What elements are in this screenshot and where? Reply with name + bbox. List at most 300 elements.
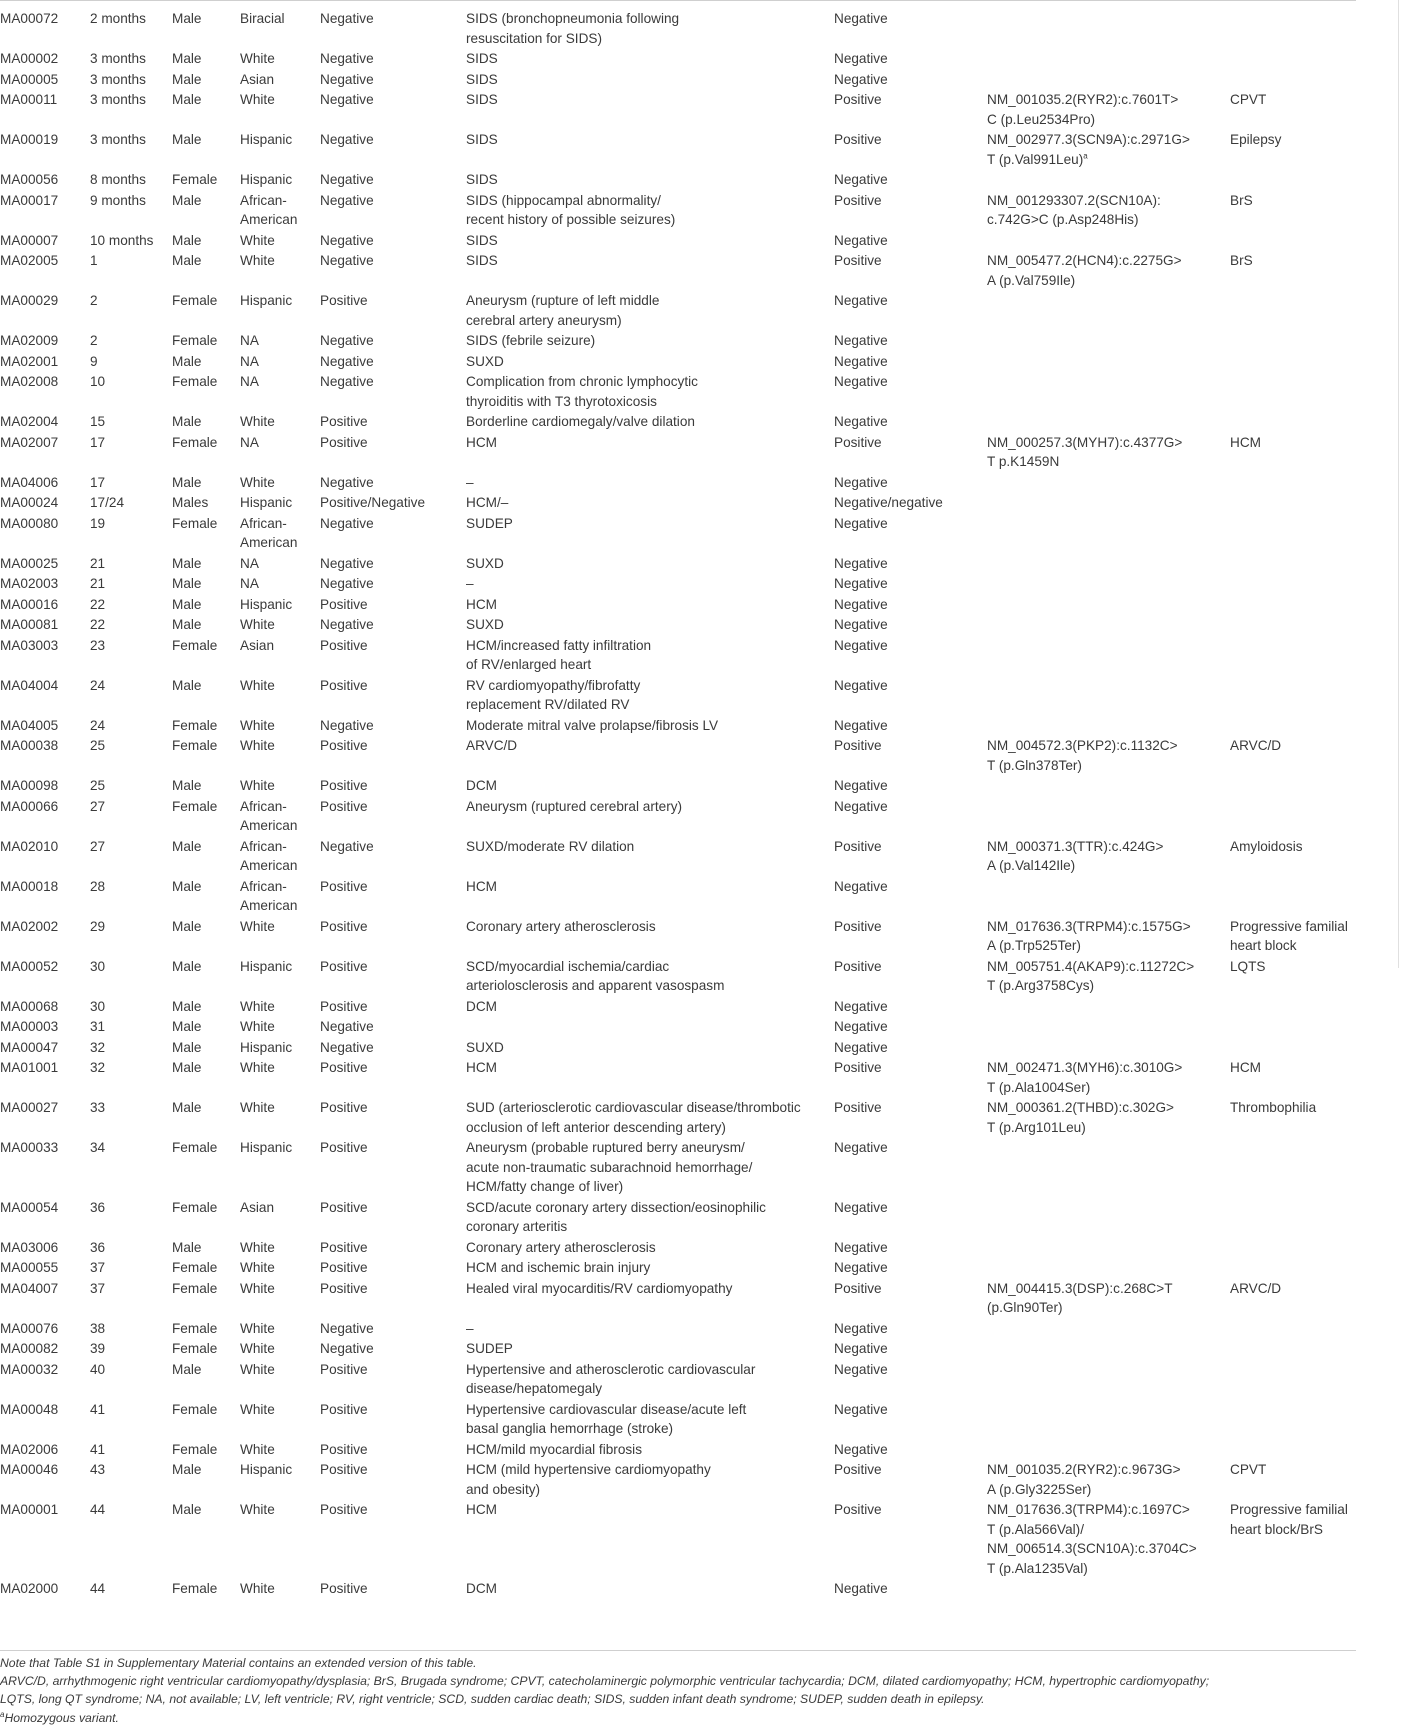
ethnicity-text: White: [240, 617, 275, 632]
variant-cell: [987, 130, 1230, 170]
family-history-text: Positive/Negative: [320, 495, 426, 510]
phenotype-line: ARVC/D: [1230, 1280, 1282, 1296]
case-id-text: MA00052: [0, 958, 59, 974]
ethnicity-cell: [240, 736, 320, 776]
case-id-text: MA00033: [0, 1140, 59, 1155]
cause-of-death-line: HCM/–: [466, 495, 509, 510]
phenotype-cell: [1230, 877, 1356, 917]
cause-of-death-line: SIDS: [466, 132, 498, 147]
phenotype-cell: [1230, 1038, 1356, 1059]
variant-cell: [987, 352, 1230, 373]
cause-of-death-cell: [466, 1460, 834, 1500]
case-id-text: MA04004: [0, 677, 59, 693]
family-history-cell: [320, 331, 466, 352]
genetic-result-cell: [834, 837, 987, 877]
age-cell: [90, 736, 172, 776]
sex-text: Male: [172, 878, 202, 894]
phenotype-cell: [1230, 1440, 1356, 1461]
ethnicity-text: NA: [240, 374, 259, 389]
phenotype-cell: [1230, 1198, 1356, 1238]
family-history-text: Negative: [320, 253, 374, 268]
sex-text: Male: [172, 1361, 202, 1377]
genetic-result-text: Negative: [834, 232, 888, 248]
family-history-text: Positive: [320, 1100, 368, 1115]
genetic-result-cell: [834, 1400, 987, 1440]
family-history-cell: [320, 776, 466, 797]
family-history-cell: [320, 473, 466, 494]
table-row: [0, 1098, 1356, 1138]
genetic-result-text: Negative/negative: [834, 495, 943, 510]
sex-cell: [172, 1500, 240, 1579]
age-text: 9 months: [90, 192, 146, 208]
genetic-result-text: Positive: [834, 92, 882, 107]
table-row: [0, 736, 1356, 776]
sex-text: Male: [172, 132, 202, 147]
variant-cell: [987, 1319, 1230, 1340]
genetic-result-cell: [834, 191, 987, 231]
genetic-result-cell: [834, 1579, 987, 1600]
age-text: 23: [90, 637, 106, 653]
ethnicity-line: American: [240, 818, 298, 833]
genetic-result-cell: [834, 574, 987, 595]
family-history-text: Positive: [320, 878, 368, 894]
variant-cell: [987, 412, 1230, 433]
ethnicity-cell: [240, 331, 320, 352]
case-id-text: MA02002: [0, 918, 59, 934]
variant-cell: [987, 514, 1230, 554]
variant-cell: [987, 554, 1230, 575]
ethnicity-cell: [240, 291, 320, 331]
sex-cell: [172, 433, 240, 473]
age-text: 30: [90, 998, 106, 1014]
cause-of-death-line: HCM: [466, 1060, 497, 1075]
age-text: 37: [90, 1260, 106, 1275]
note-abbreviations-2: LQTS, long QT syndrome; NA, not available; LV, left ventricle; RV, right ventricle; SCD, sudden cardiac death; SIDS, sudden infant death syndrome; SUDEP, sudden death in epilepsy.: [0, 1692, 985, 1707]
phenotype-cell: [1230, 776, 1356, 797]
cause-of-death-line: SIDS (bronchopneumonia following: [466, 11, 680, 26]
case-id-text: MA00001: [0, 1502, 59, 1517]
case-id-text: MA00018: [0, 878, 59, 894]
family-history-text: Negative: [320, 11, 374, 26]
variant-cell: [987, 776, 1230, 797]
cause-of-death-cell: [466, 352, 834, 373]
ethnicity-cell: [240, 191, 320, 231]
ethnicity-cell: [240, 574, 320, 595]
variant-cell: [987, 331, 1230, 352]
variant-cell: [987, 191, 1230, 231]
family-history-cell: [320, 493, 466, 514]
case-id-text: MA00025: [0, 555, 59, 571]
age-text: 22: [90, 596, 106, 612]
genetic-result-text: Positive: [834, 434, 882, 450]
variant-cell: [987, 493, 1230, 514]
genetic-result-cell: [834, 9, 987, 49]
family-history-cell: [320, 1579, 466, 1600]
case-id-text: MA00011: [0, 92, 58, 107]
genetic-result-cell: [834, 877, 987, 917]
ethnicity-line: African-: [240, 838, 287, 854]
sex-text: Female: [172, 1341, 218, 1356]
genetic-result-text: Negative: [834, 576, 888, 591]
family-history-text: Positive: [320, 1060, 368, 1075]
family-history-cell: [320, 1038, 466, 1059]
age-text: 32: [90, 1039, 106, 1055]
family-history-cell: [320, 1460, 466, 1500]
cause-of-death-line: Aneurysm (ruptured cerebral artery): [466, 798, 683, 814]
genetic-result-cell: [834, 997, 987, 1018]
age-text: 36: [90, 1199, 106, 1215]
variant-cell: [987, 595, 1230, 616]
case-id-text: MA03003: [0, 637, 59, 653]
cause-of-death-cell: [466, 736, 834, 776]
phenotype-cell: [1230, 1360, 1356, 1400]
cause-of-death-cell: [466, 1038, 834, 1059]
sex-cell: [172, 291, 240, 331]
variant-line: NM_017636.3(TRPM4):c.1575G>: [987, 918, 1191, 934]
ethnicity-cell: [240, 595, 320, 616]
age-cell: [90, 170, 172, 191]
case-id-cell: [0, 1098, 90, 1138]
genetic-result-text: Negative: [834, 11, 888, 26]
genetic-result-text: Positive: [834, 1462, 882, 1477]
cause-of-death-line: basal ganglia hemorrhage (stroke): [466, 1421, 674, 1436]
sex-cell: [172, 676, 240, 716]
cause-of-death-line: HCM/increased fatty infiltration: [466, 637, 652, 653]
case-id-text: MA00032: [0, 1361, 59, 1377]
variant-line: NM_005751.4(AKAP9):c.11272C>: [987, 958, 1195, 974]
table-row: [0, 1138, 1356, 1198]
sex-cell: [172, 716, 240, 737]
family-history-cell: [320, 877, 466, 917]
sex-text: Male: [172, 414, 202, 429]
family-history-text: Negative: [320, 333, 374, 348]
sex-cell: [172, 372, 240, 412]
ethnicity-line: American: [240, 898, 298, 913]
genetic-result-cell: [834, 776, 987, 797]
sex-cell: [172, 595, 240, 616]
sex-cell: [172, 170, 240, 191]
genetic-result-text: Negative: [834, 1239, 888, 1255]
cause-of-death-line: Aneurysm (probable ruptured berry aneurysm/: [466, 1140, 745, 1155]
sex-cell: [172, 877, 240, 917]
age-text: 25: [90, 778, 106, 793]
age-cell: [90, 957, 172, 997]
sex-cell: [172, 1319, 240, 1340]
sex-cell: [172, 231, 240, 252]
sex-cell: [172, 574, 240, 595]
family-history-text: Positive: [320, 918, 368, 934]
footnote-mark: a: [0, 1709, 5, 1719]
sex-cell: [172, 797, 240, 837]
cause-of-death-line: –: [466, 1320, 474, 1336]
family-history-cell: [320, 797, 466, 837]
variant-cell: [987, 1238, 1230, 1259]
cause-of-death-cell: [466, 877, 834, 917]
page-edge-rule: [1398, 0, 1399, 968]
sex-text: Male: [172, 232, 202, 248]
ethnicity-cell: [240, 90, 320, 130]
age-cell: [90, 676, 172, 716]
age-cell: [90, 615, 172, 636]
age-cell: [90, 191, 172, 231]
genetic-result-cell: [834, 49, 987, 70]
ethnicity-cell: [240, 251, 320, 291]
age-text: 27: [90, 798, 106, 814]
variant-line: NM_000257.3(MYH7):c.4377G>: [987, 434, 1183, 450]
table-row: [0, 251, 1356, 291]
age-cell: [90, 412, 172, 433]
variant-line: T p.K1459N: [987, 454, 1060, 469]
sex-cell: [172, 1360, 240, 1400]
variant-line: T (p.Ala566Val)/: [987, 1521, 1084, 1537]
family-history-text: Negative: [320, 1341, 374, 1356]
sex-cell: [172, 1339, 240, 1360]
sex-cell: [172, 1138, 240, 1198]
genetic-result-text: Negative: [834, 474, 888, 490]
cause-of-death-line: ARVC/D: [466, 738, 518, 753]
age-cell: [90, 636, 172, 676]
family-history-text: Positive: [320, 1140, 368, 1155]
ethnicity-cell: [240, 433, 320, 473]
ethnicity-cell: [240, 1038, 320, 1059]
phenotype-cell: [1230, 493, 1356, 514]
ethnicity-cell: [240, 997, 320, 1018]
cause-of-death-cell: [466, 837, 834, 877]
sex-text: Male: [172, 353, 202, 369]
case-id-text: MA00024: [0, 495, 59, 510]
age-cell: [90, 1058, 172, 1098]
case-id-cell: [0, 9, 90, 49]
cause-of-death-line: thyroiditis with T3 thyrotoxicosis: [466, 393, 657, 409]
cause-of-death-cell: [466, 1138, 834, 1198]
age-text: 2: [90, 333, 98, 348]
age-text: 8 months: [90, 172, 146, 187]
case-id-text: MA00017: [0, 192, 59, 208]
age-cell: [90, 1339, 172, 1360]
case-id-cell: [0, 331, 90, 352]
sex-text: Male: [172, 1462, 202, 1477]
variant-cell: [987, 917, 1230, 957]
genetic-result-text: Positive: [834, 738, 882, 753]
age-text: 3 months: [90, 51, 146, 66]
cause-of-death-cell: [466, 1339, 834, 1360]
genetic-result-cell: [834, 1098, 987, 1138]
ethnicity-cell: [240, 352, 320, 373]
variant-cell: [987, 473, 1230, 494]
sex-cell: [172, 130, 240, 170]
sex-text: Male: [172, 918, 202, 934]
genetic-result-cell: [834, 1279, 987, 1319]
family-history-text: Negative: [320, 192, 374, 208]
table-row: [0, 1319, 1356, 1340]
genetic-result-cell: [834, 1038, 987, 1059]
family-history-cell: [320, 9, 466, 49]
table-row: [0, 997, 1356, 1018]
genetic-result-cell: [834, 1440, 987, 1461]
ethnicity-text: Hispanic: [240, 172, 293, 187]
variant-line: T (p.Arg3758Cys): [987, 978, 1095, 993]
age-cell: [90, 9, 172, 49]
ethnicity-text: White: [240, 778, 275, 793]
age-text: 43: [90, 1462, 106, 1477]
cause-of-death-line: HCM/mild myocardial fibrosis: [466, 1441, 642, 1457]
cause-of-death-line: DCM: [466, 778, 497, 793]
case-id-text: MA00047: [0, 1039, 59, 1055]
age-text: 19: [90, 515, 106, 531]
sex-text: Male: [172, 1019, 202, 1034]
ethnicity-line: African-: [240, 878, 287, 894]
family-history-text: Positive: [320, 1260, 368, 1275]
sex-cell: [172, 493, 240, 514]
variant-line: NM_001293307.2(SCN10A):: [987, 192, 1161, 208]
case-id-cell: [0, 997, 90, 1018]
cause-of-death-line: RV cardiomyopathy/fibrofatty: [466, 677, 641, 693]
family-history-text: Positive: [320, 1280, 368, 1296]
sex-text: Female: [172, 333, 218, 348]
cause-of-death-line: HCM: [466, 878, 497, 894]
ethnicity-cell: [240, 877, 320, 917]
sex-cell: [172, 736, 240, 776]
case-id-text: MA00066: [0, 798, 59, 814]
family-history-cell: [320, 574, 466, 595]
case-id-cell: [0, 90, 90, 130]
ethnicity-line: American: [240, 212, 298, 227]
case-id-cell: [0, 49, 90, 70]
family-history-cell: [320, 676, 466, 716]
age-text: 44: [90, 1502, 106, 1517]
age-text: 28: [90, 878, 106, 894]
phenotype-line: CPVT: [1230, 1462, 1267, 1477]
table-row: [0, 1500, 1356, 1579]
ethnicity-cell: [240, 231, 320, 252]
phenotype-cell: [1230, 636, 1356, 676]
ethnicity-text: White: [240, 1341, 275, 1356]
case-id-text: MA02010: [0, 838, 59, 854]
family-history-text: Positive: [320, 798, 368, 814]
phenotype-line: BrS: [1230, 253, 1253, 268]
case-id-cell: [0, 1319, 90, 1340]
table-row: [0, 1198, 1356, 1238]
table-row: [0, 372, 1356, 412]
cause-of-death-cell: [466, 1579, 834, 1600]
case-id-text: MA00005: [0, 71, 59, 87]
case-id-cell: [0, 797, 90, 837]
phenotype-line: HCM: [1230, 434, 1261, 450]
case-id-cell: [0, 957, 90, 997]
sex-cell: [172, 90, 240, 130]
case-id-text: MA04006: [0, 474, 59, 490]
sex-text: Male: [172, 555, 202, 571]
phenotype-line: Epilepsy: [1230, 132, 1282, 147]
ethnicity-text: Hispanic: [240, 1140, 293, 1155]
ethnicity-cell: [240, 676, 320, 716]
variant-cell: [987, 251, 1230, 291]
age-cell: [90, 877, 172, 917]
cause-of-death-line: disease/hepatomegaly: [466, 1381, 603, 1396]
table-row: [0, 595, 1356, 616]
ethnicity-cell: [240, 1017, 320, 1038]
sex-cell: [172, 1400, 240, 1440]
family-history-text: Positive: [320, 1401, 368, 1417]
sex-text: Female: [172, 1140, 218, 1155]
case-id-cell: [0, 1279, 90, 1319]
phenotype-cell: [1230, 251, 1356, 291]
genetic-result-text: Negative: [834, 1039, 888, 1055]
cause-of-death-cell: [466, 231, 834, 252]
variant-cell: [987, 372, 1230, 412]
cause-of-death-line: and obesity): [466, 1481, 541, 1497]
variant-cell: [987, 1500, 1230, 1579]
sex-cell: [172, 49, 240, 70]
genetic-result-text: Negative: [834, 172, 888, 187]
case-id-cell: [0, 291, 90, 331]
family-history-text: Positive: [320, 1462, 368, 1477]
phenotype-line: ARVC/D: [1230, 738, 1282, 753]
variant-footnote-mark: a: [1083, 150, 1088, 160]
case-id-cell: [0, 433, 90, 473]
case-id-cell: [0, 676, 90, 716]
cause-of-death-cell: [466, 554, 834, 575]
case-id-text: MA00098: [0, 778, 59, 793]
age-text: 3 months: [90, 92, 146, 107]
table-row: [0, 1460, 1356, 1500]
table-row: [0, 493, 1356, 514]
case-id-cell: [0, 412, 90, 433]
table-row: [0, 70, 1356, 91]
variant-cell: [987, 90, 1230, 130]
ethnicity-line: African-: [240, 515, 287, 531]
table-row: [0, 130, 1356, 170]
family-history-cell: [320, 1400, 466, 1440]
family-history-text: Positive: [320, 414, 368, 429]
case-id-cell: [0, 1360, 90, 1400]
cause-of-death-line: SUXD: [466, 617, 504, 632]
family-history-cell: [320, 1098, 466, 1138]
genetic-result-text: Negative: [834, 515, 888, 531]
ethnicity-cell: [240, 917, 320, 957]
phenotype-cell: [1230, 615, 1356, 636]
ethnicity-text: White: [240, 414, 275, 429]
table-row: [0, 231, 1356, 252]
sex-text: Male: [172, 1100, 202, 1115]
cause-of-death-line: Hypertensive cardiovascular disease/acute left: [466, 1401, 747, 1417]
family-history-text: Positive: [320, 778, 368, 793]
age-cell: [90, 797, 172, 837]
genetic-result-cell: [834, 736, 987, 776]
age-cell: [90, 1198, 172, 1238]
phenotype-line: LQTS: [1230, 958, 1266, 974]
ethnicity-cell: [240, 837, 320, 877]
family-history-text: Negative: [320, 232, 374, 248]
cause-of-death-cell: [466, 1017, 834, 1038]
genetic-result-text: Positive: [834, 253, 882, 268]
age-cell: [90, 231, 172, 252]
genetic-result-text: Negative: [834, 414, 888, 429]
variant-line: (p.Gln90Ter): [987, 1300, 1063, 1315]
case-id-cell: [0, 372, 90, 412]
cause-of-death-cell: [466, 493, 834, 514]
ethnicity-cell: [240, 1258, 320, 1279]
cause-of-death-line: HCM: [466, 596, 497, 612]
genetic-result-text: Negative: [834, 1199, 888, 1215]
age-text: 10: [90, 374, 106, 389]
case-id-text: MA00080: [0, 515, 59, 531]
age-cell: [90, 352, 172, 373]
case-id-cell: [0, 352, 90, 373]
age-text: 39: [90, 1341, 106, 1356]
variant-cell: [987, 1579, 1230, 1600]
genetic-result-text: Negative: [834, 1361, 888, 1377]
